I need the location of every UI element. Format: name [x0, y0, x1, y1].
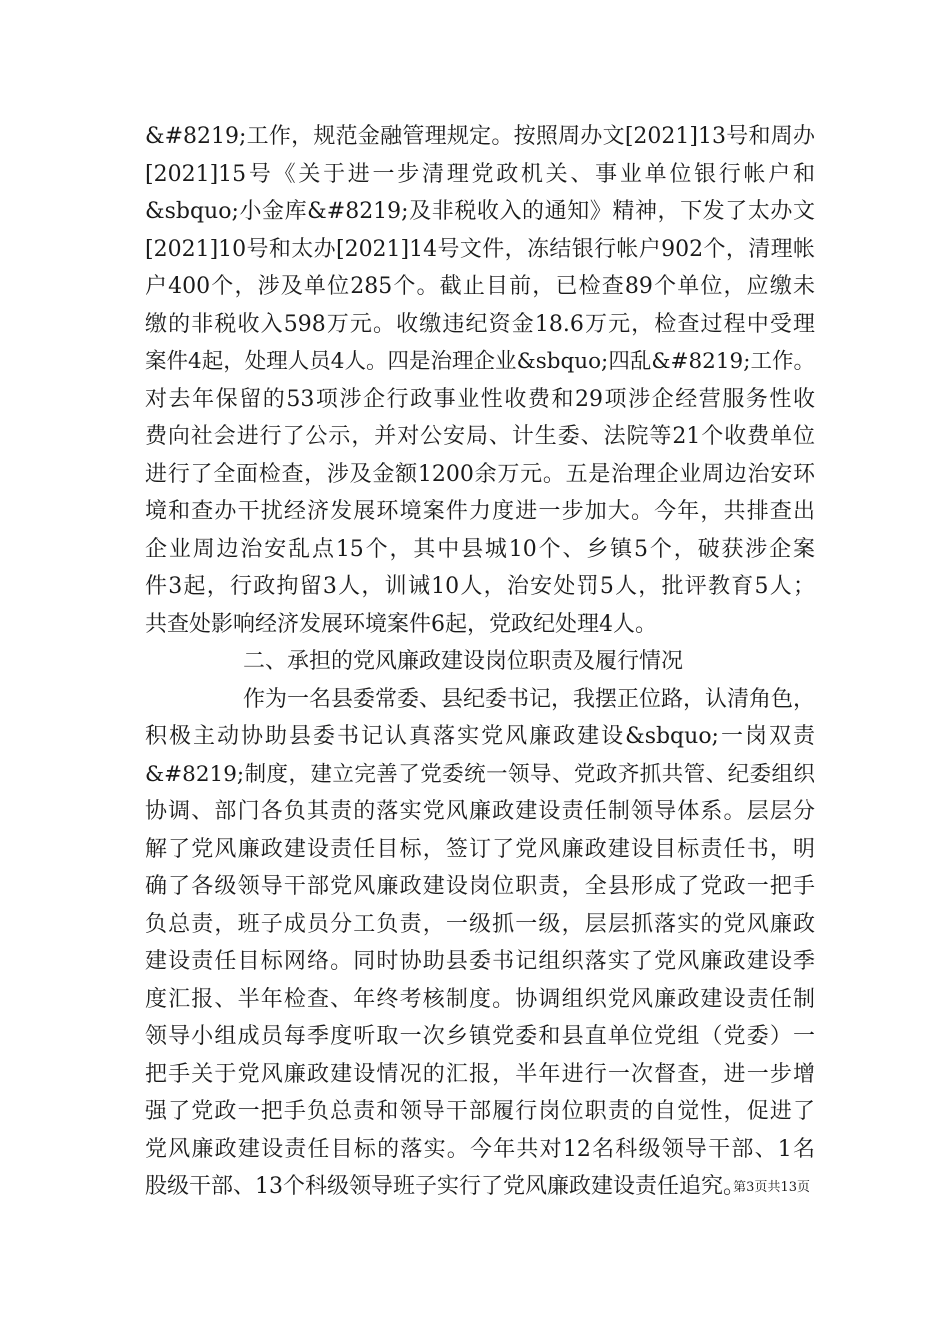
text-line: 进行了全面检查，涉及金额1200余万元。五是治理企业周边治安环: [145, 461, 815, 487]
text-line: 缴的非税收入598万元。收缴违纪资金18.6万元，检查过程中受理: [145, 311, 815, 337]
text-line: 件3起，行政拘留3人，训诫10人，治安处罚5人，批评教育5人；: [145, 574, 815, 599]
text-line: 领导小组成员每季度听取一次乡镇党委和县直单位党组（党委）一: [145, 1024, 815, 1049]
text-line: 负总责，班子成员分工负责，一级抓一级，层层抓落实的党风廉政: [145, 911, 815, 937]
text-line: 解了党风廉政建设责任目标，签订了党风廉政建设目标责任书，明: [145, 836, 815, 862]
text-line: 把手关于党风廉政建设情况的汇报，半年进行一次督查，进一步增: [145, 1061, 815, 1087]
text-line: 协调、部门各负其责的落实党风廉政建设责任制领导体系。层层分: [145, 799, 815, 824]
text-line: 确了各级领导干部党风廉政建设岗位职责，全县形成了党政一把手: [145, 874, 815, 899]
text-line: 案件4起，处理人员4人。四是治理企业&sbquo;四乱&#8219;工作。: [145, 349, 815, 374]
text-line: &#8219;工作，规范金融管理规定。按照周办文[2021]13号和周办: [145, 124, 815, 149]
text-line: 境和查办干扰经济发展环境案件力度进一步加大。今年，共排查出: [145, 499, 815, 524]
text-line: 度汇报、半年检查、年终考核制度。协调组织党风廉政建设责任制: [145, 986, 815, 1012]
text-line: [2021]10号和太办[2021]14号文件，冻结银行帐户902个，清理帐: [145, 236, 815, 262]
text-line: 共查处影响经济发展环境案件6起，党政纪处理4人。: [145, 611, 657, 637]
text-line: 积极主动协助县委书记认真落实党风廉政建设&sbquo;一岗双责: [145, 724, 815, 749]
text-line: [2021]15号《关于进一步清理党政机关、事业单位银行帐户和: [145, 161, 815, 187]
text-line: 建设责任目标网络。同时协助县委书记组织落实了党风廉政建设季: [145, 949, 815, 974]
body-text: [145, 118, 815, 1206]
text-line: 对去年保留的53项涉企行政事业性收费和29项涉企经营服务性收: [145, 386, 815, 412]
text-line: 企业周边治安乱点15个，其中县城10个、乡镇5个，破获涉企案: [145, 536, 815, 562]
text-line: 股级干部、13个科级领导班子实行了党风廉政建设责任追究。: [145, 1174, 745, 1199]
text-line: 党风廉政建设责任目标的落实。今年共对12名科级领导干部、1名: [145, 1136, 815, 1162]
text-line: 强了党政一把手负总责和领导干部履行岗位职责的自觉性，促进了: [145, 1099, 815, 1124]
text-line: 作为一名县委常委、县纪委书记，我摆正位路，认清角色，: [243, 686, 816, 712]
text-line: 费向社会进行了公示，并对公安局、计生委、法院等21个收费单位: [145, 424, 815, 449]
text-line: &sbquo;小金库&#8219;及非税收入的通知》精神，下发了太办文: [145, 199, 815, 224]
text-line: 户400个，涉及单位285个。截止目前，已检查89个单位，应缴未: [145, 274, 815, 299]
section-heading: 二、承担的党风廉政建设岗位职责及履行情况: [243, 649, 684, 674]
page-number: 第3页共13页: [733, 1180, 810, 1195]
text-line: &#8219;制度，建立完善了党委统一领导、党政齐抓共管、纪委组织: [145, 761, 815, 787]
